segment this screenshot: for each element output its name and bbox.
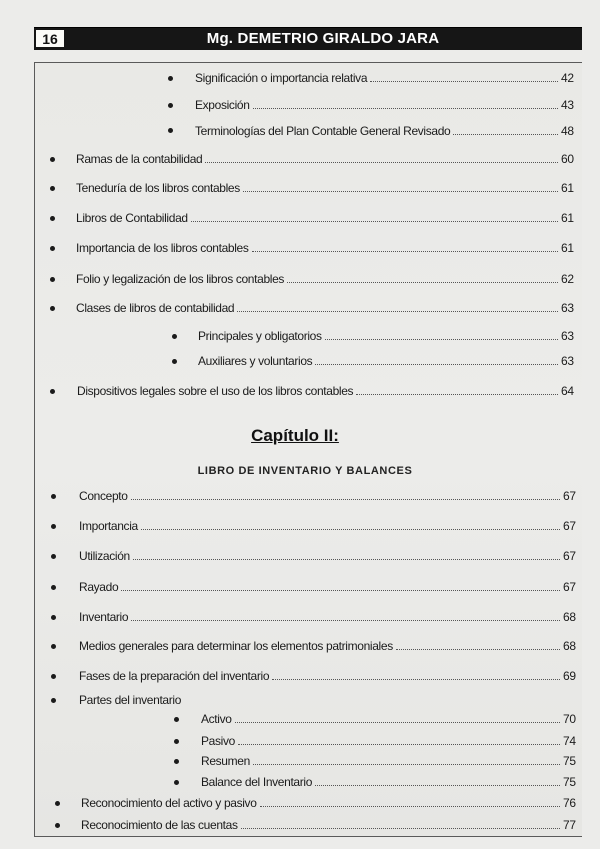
toc-entry-page: 43 [561,98,574,112]
toc-entry [195,67,573,85]
toc-entry-page: 67 [563,519,576,533]
toc-entry-text: Significación o importancia relativa [195,71,368,85]
page-header [34,27,582,50]
dot-leader [237,311,558,312]
bullet-icon [174,759,179,764]
toc-entry-text: Libros de Contabilidad [76,211,188,225]
toc-entry [76,207,573,225]
toc-entry-page: 70 [563,712,576,726]
chapter-subtitle: LIBRO DE INVENTARIO Y BALANCES [197,465,413,477]
bullet-icon [50,277,55,282]
toc-entry [76,268,573,286]
dot-leader [252,251,558,252]
toc-entry [81,792,575,810]
dot-leader [287,282,558,283]
dot-leader [133,559,560,560]
toc-entry-text: Utilización [79,549,130,563]
bullet-icon [51,554,56,559]
bullet-icon [50,186,55,191]
bullet-icon [172,359,177,364]
toc-entry [195,120,573,138]
toc-entry [198,325,573,343]
toc-entry-page: 74 [563,734,576,748]
toc-entry-page: 69 [563,669,576,683]
toc-entry-page: 77 [563,818,576,832]
toc-entry [76,297,573,315]
toc-entry-page: 61 [561,241,574,255]
toc-entry [79,485,575,503]
toc-entry-text: Importancia [79,519,138,533]
toc-entry-page: 62 [561,272,574,286]
toc-entry-page: 60 [561,152,574,166]
toc-entry-text: Rayado [79,580,119,594]
toc-entry-page: 61 [561,181,574,195]
toc-entry-text: Dispositivos legales sobre el uso de los libros contables [77,384,354,398]
toc-entry-text: Balance del Inventario [201,775,313,789]
toc-entry-text: Teneduría de los libros contables [76,181,240,195]
toc-entry-text: Activo [201,712,232,726]
toc-entry-page: 76 [563,796,576,810]
bullet-icon [168,128,173,133]
dot-leader [315,785,560,786]
bullet-icon [51,674,56,679]
dot-leader [238,744,560,745]
dot-leader [121,590,560,591]
toc-entry-text: Reconocimiento de las cuentas [81,818,238,832]
bullet-icon [55,823,60,828]
toc-entry-page: 68 [563,639,576,653]
bullet-icon [51,494,56,499]
toc-entry-text: Folio y legalización de los libros contables [76,272,285,286]
toc-entry-text: Ramas de la contabilidad [76,152,203,166]
toc-entry-page: 63 [561,301,574,315]
author-name: Mg. DEMETRIO GIRALDO JARA [206,30,440,47]
toc-entry-text: Partes del inventario [79,693,182,707]
bullet-icon [50,157,55,162]
dot-leader [453,134,558,135]
toc-entry-page: 67 [563,549,576,563]
toc-entry-page: 61 [561,211,574,225]
toc-entry [79,689,379,707]
dot-leader [191,221,558,222]
toc-entry-page: 63 [561,329,574,343]
toc-entry [79,515,575,533]
dot-leader [131,499,560,500]
toc-entry-text: Importancia de los libros contables [76,241,249,255]
bullet-icon [50,389,55,394]
toc-entry [198,350,573,368]
toc-entry [195,94,573,112]
toc-entry-page: 75 [563,775,576,789]
toc-entry-text: Principales y obligatorios [198,329,322,343]
toc-entry [79,606,575,624]
toc-entry-text: Auxiliares y voluntarios [198,354,313,368]
bullet-icon [172,334,177,339]
dot-leader [315,364,558,365]
dot-leader [243,191,558,192]
toc-entry [79,635,575,653]
toc-entry [201,730,575,748]
dot-leader [235,722,560,723]
dot-leader [131,620,560,621]
bullet-icon [174,739,179,744]
bullet-icon [55,801,60,806]
dot-leader [253,764,560,765]
bullet-icon [51,615,56,620]
toc-entry-text: Medios generales para determinar los elementos patrimoniales [79,639,393,653]
chapter-title: Capítulo II: [251,426,339,445]
toc-entry [76,177,573,195]
bullet-icon [51,524,56,529]
page-number: 16 [34,28,66,49]
bullet-icon [174,780,179,785]
bullet-icon [51,698,56,703]
bullet-icon [168,103,173,108]
toc-entry-page: 48 [561,124,574,138]
bullet-icon [50,216,55,221]
dot-leader [396,649,560,650]
toc-entry-text: Inventario [79,610,129,624]
dot-leader [356,394,558,395]
dot-leader [370,81,558,82]
bullet-icon [50,246,55,251]
toc-entry [79,665,575,683]
bullet-icon [51,644,56,649]
toc-entry [81,814,575,832]
toc-entry [201,750,575,768]
toc-entry-page: 75 [563,754,576,768]
toc-entry-page: 63 [561,354,574,368]
bullet-icon [51,585,56,590]
toc-entry-text: Concepto [79,489,128,503]
toc-entry-text: Exposición [195,98,250,112]
toc-entry-page: 67 [563,580,576,594]
bullet-icon [174,717,179,722]
toc-entry-text: Pasivo [201,734,235,748]
toc-entry [201,771,575,789]
toc-entry-page: 42 [561,71,574,85]
toc-entry-page: 68 [563,610,576,624]
toc-entry [79,545,575,563]
toc-entry [201,708,575,726]
toc-entry-page: 67 [563,489,576,503]
dot-leader [241,828,560,829]
bullet-icon [50,306,55,311]
toc-entry [79,576,575,594]
dot-leader [325,339,558,340]
toc-entry [76,148,573,166]
toc-entry-text: Clases de libros de contabilidad [76,301,235,315]
toc-entry-text: Fases de la preparación del inventario [79,669,270,683]
toc-entry-text: Terminologías del Plan Contable General Revisado [195,124,451,138]
toc-entry-text: Reconocimiento del activo y pasivo [81,796,257,810]
dot-leader [253,108,558,109]
bullet-icon [168,76,173,81]
toc-entry-text: Resumen [201,754,250,768]
dot-leader [141,529,560,530]
dot-leader [205,162,558,163]
dot-leader [260,806,560,807]
toc-entry-page: 64 [561,384,574,398]
dot-leader [272,679,560,680]
toc-entry [76,237,573,255]
toc-entry [77,380,573,398]
